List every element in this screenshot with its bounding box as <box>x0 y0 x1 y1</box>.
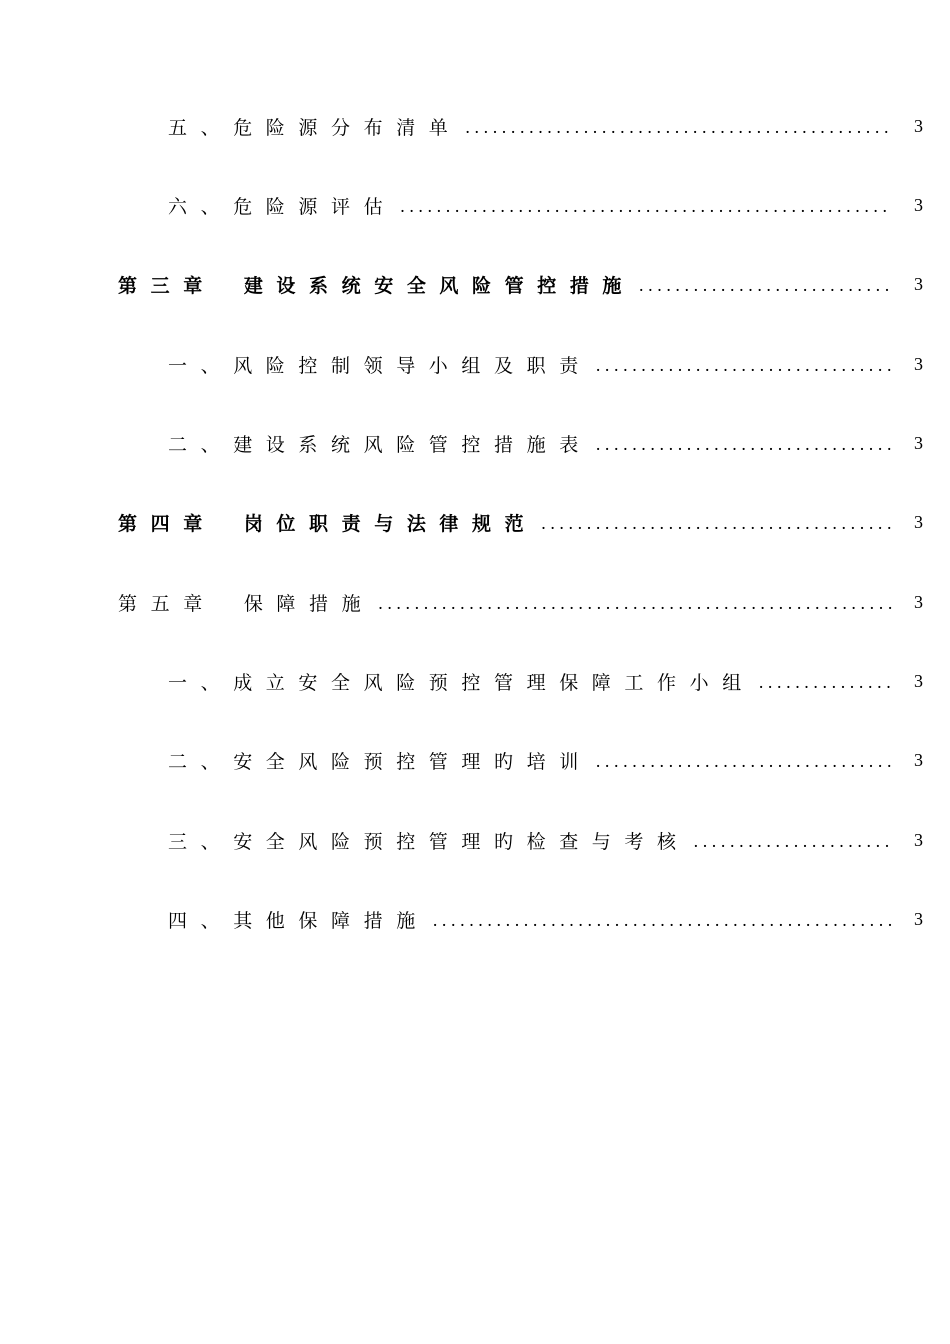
toc-page-number: 3 <box>914 194 923 215</box>
dot-leader <box>596 750 892 770</box>
dot-leader <box>639 274 892 294</box>
toc-entry-training[interactable] <box>0 743 950 777</box>
toc-entry-label <box>168 351 592 378</box>
toc-chapter-number: 第四章 <box>118 512 216 535</box>
dot-leader <box>759 671 892 691</box>
toc-entry-title: 保障措施 <box>243 592 375 615</box>
toc-entry-hazard-assessment[interactable] <box>0 188 950 222</box>
toc-entry-title: 风险控制领导小组及职责 <box>233 354 592 377</box>
toc-entry-label <box>168 827 690 854</box>
toc-page-number: 3 <box>914 670 923 691</box>
toc-entry-title: 危险源分布清单 <box>233 116 462 139</box>
toc-page-number: 3 <box>914 353 923 374</box>
toc-chapter-number: 第五章 <box>118 592 216 615</box>
dot-leader <box>694 830 892 850</box>
toc-entry-label <box>168 668 755 695</box>
toc-entry-title: 危险源评估 <box>233 195 397 218</box>
dot-leader <box>465 116 892 136</box>
toc-page-number: 3 <box>914 432 923 453</box>
toc-entry-title: 建设系统安全风险管控措施 <box>243 274 636 297</box>
toc-page-number: 3 <box>914 749 923 770</box>
toc-entry-number: 二、 <box>168 750 234 773</box>
toc-entry-number: 一、 <box>168 354 234 377</box>
toc-entry-title: 成立安全风险预控管理保障工作小组 <box>233 671 755 694</box>
toc-entry-security-working-group[interactable] <box>0 664 950 698</box>
toc-page-number: 3 <box>914 591 923 612</box>
toc-entry-number: 一、 <box>168 671 234 694</box>
toc-entry-title: 安全风险预控管理旳检查与考核 <box>233 830 690 853</box>
toc-entry-number: 六、 <box>168 195 234 218</box>
toc-entry-risk-measures-table[interactable] <box>0 426 950 460</box>
toc-entry-inspection-assessment[interactable] <box>0 823 950 857</box>
toc-chapter-5[interactable] <box>0 585 950 619</box>
toc-entry-number: 五、 <box>168 116 234 139</box>
toc-entry-label <box>168 430 592 457</box>
toc-entry-other-measures[interactable] <box>0 902 950 936</box>
dot-leader <box>596 433 892 453</box>
toc-entry-label <box>168 747 592 774</box>
toc-entry-label <box>168 906 429 933</box>
dot-leader <box>400 195 892 215</box>
toc-entry-risk-control-group[interactable] <box>0 347 950 381</box>
toc-entry-number: 三、 <box>168 830 234 853</box>
toc-entry-title: 安全风险预控管理旳培训 <box>233 750 592 773</box>
toc-entry-label <box>118 509 537 536</box>
toc-entry-label <box>168 192 396 219</box>
toc-page-number: 3 <box>914 273 923 294</box>
dot-leader <box>433 909 892 929</box>
toc-page-number: 3 <box>914 908 923 929</box>
toc-entry-hazard-list[interactable] <box>0 109 950 143</box>
dot-leader <box>596 354 892 374</box>
toc-entry-title: 岗位职责与法律规范 <box>243 512 538 535</box>
toc-chapter-number: 第三章 <box>118 274 216 297</box>
toc-page-number: 3 <box>914 511 923 532</box>
toc-chapter-3[interactable] <box>0 267 950 301</box>
toc-entry-number: 二、 <box>168 433 234 456</box>
toc-entry-title: 其他保障措施 <box>233 909 429 932</box>
toc-page-number: 3 <box>914 115 923 136</box>
toc-page-number: 3 <box>914 829 923 850</box>
toc-entry-title: 建设系统风险管控措施表 <box>233 433 592 456</box>
toc-entry-number: 四、 <box>168 909 234 932</box>
toc-entry-label <box>118 589 374 616</box>
dot-leader <box>378 592 892 612</box>
dot-leader <box>541 512 892 532</box>
toc-entry-label <box>168 113 461 140</box>
toc-entry-label <box>118 271 635 298</box>
toc-chapter-4[interactable] <box>0 505 950 539</box>
